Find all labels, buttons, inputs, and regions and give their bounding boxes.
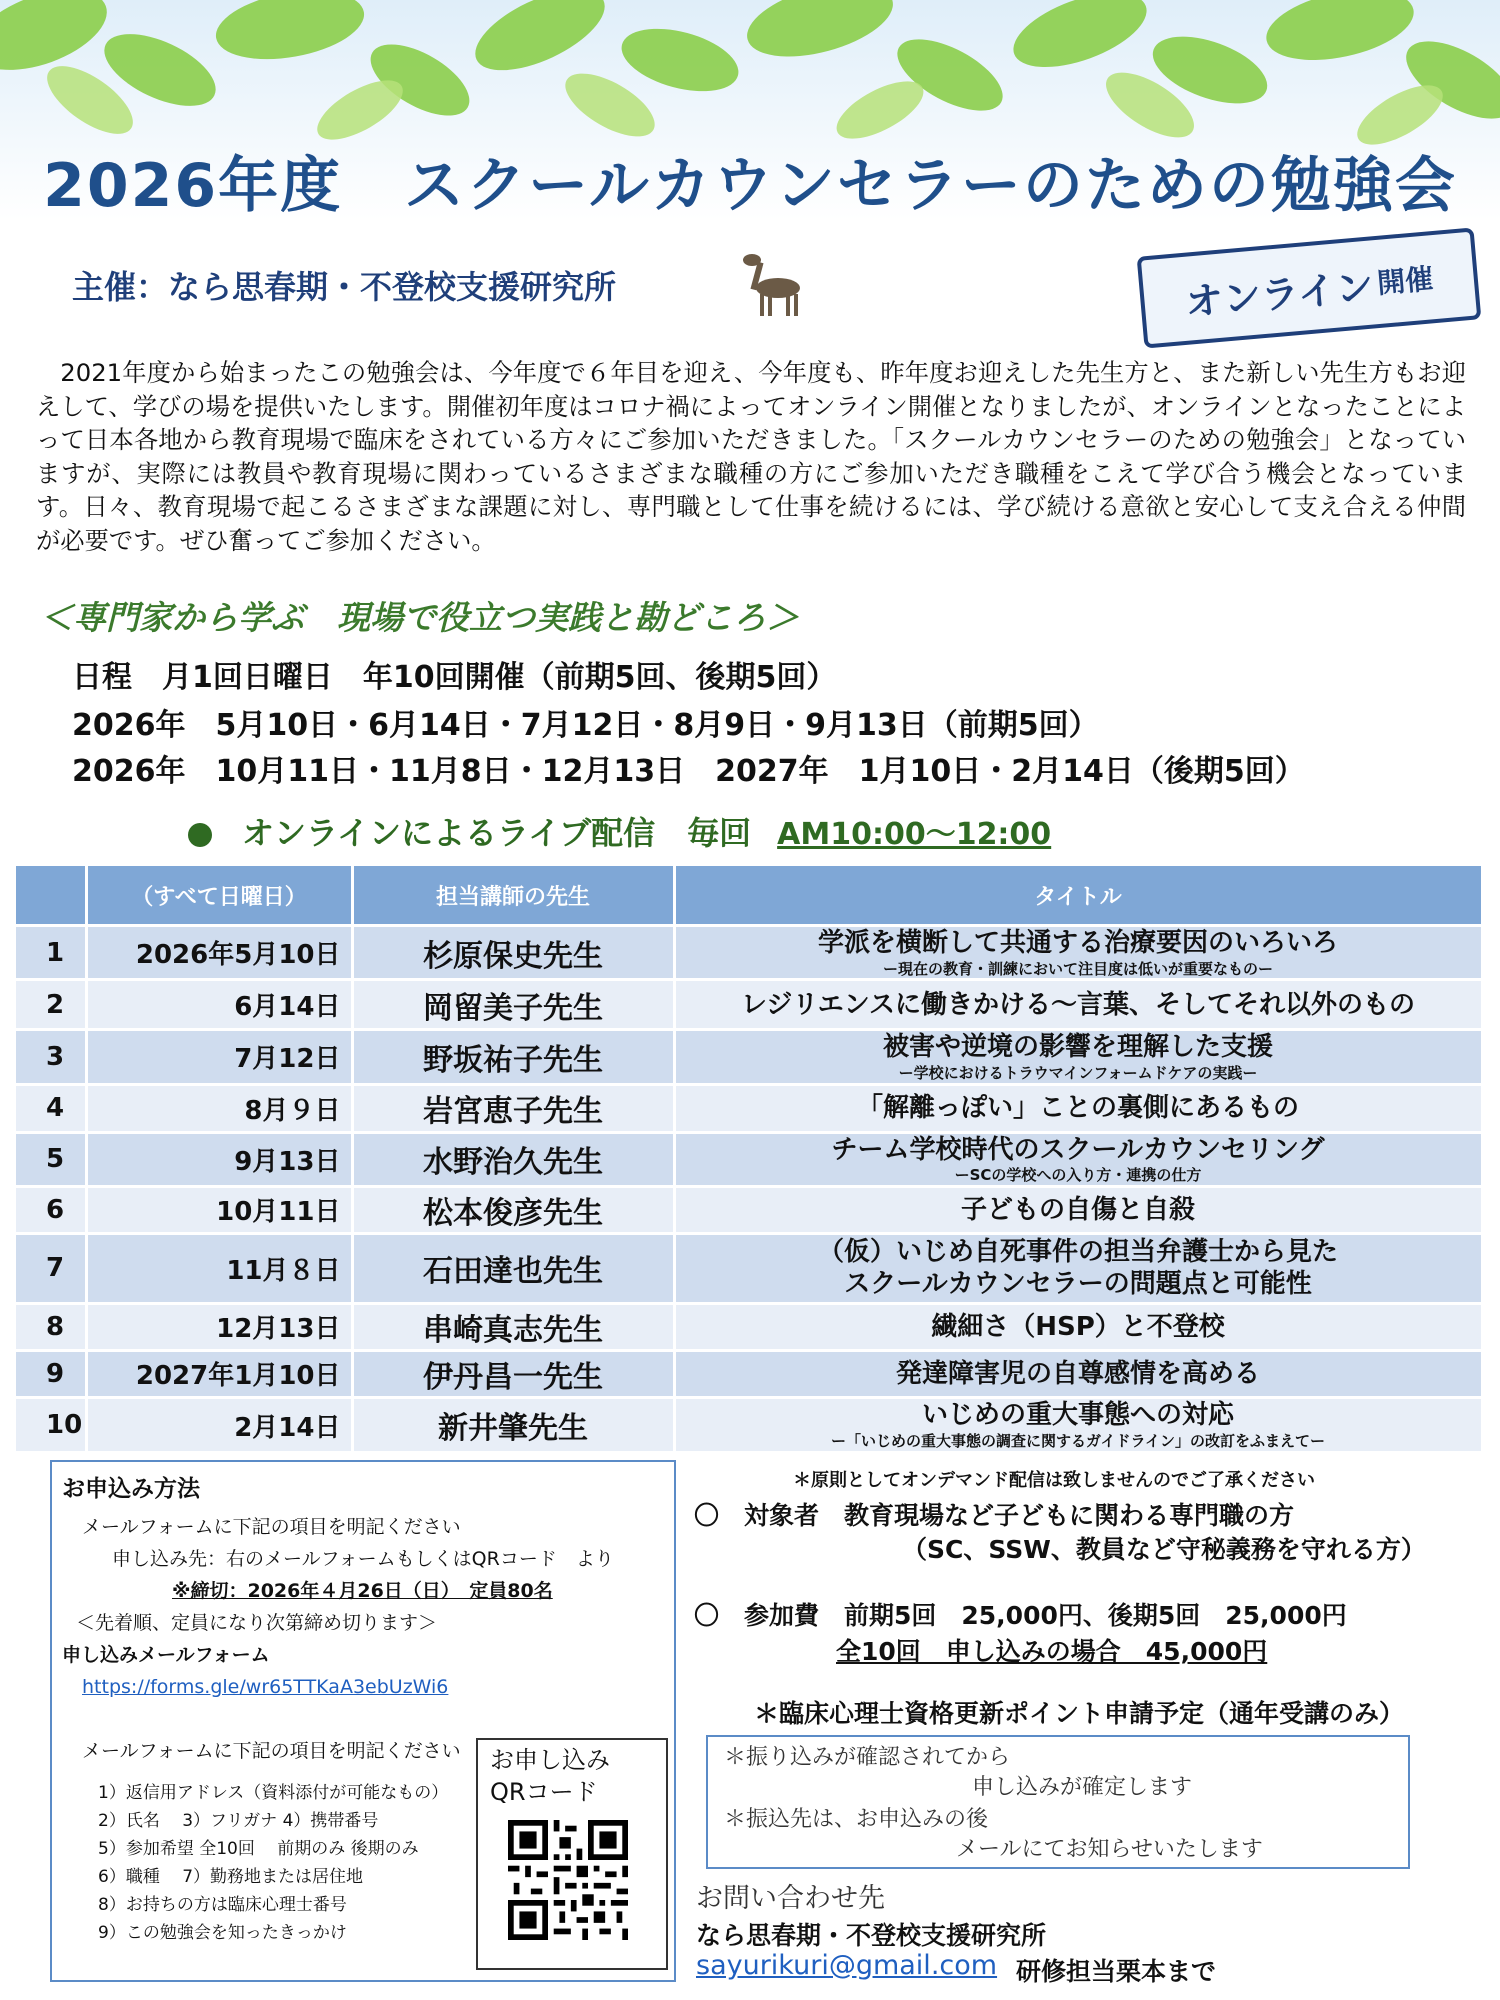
qr-label-line1: お申し込み xyxy=(490,1746,610,1774)
qr-label xyxy=(490,1744,610,1808)
row-num: 7 xyxy=(16,1233,86,1303)
contact-email-link[interactable]: sayurikuri@gmail.com xyxy=(696,1950,998,1981)
row-subtitle: ー「いじめの重大事態の調査に関するガイドライン」の改訂をふまえてー xyxy=(830,1431,1326,1450)
contact-person: 研修担当栗本まで xyxy=(1016,1957,1217,1986)
form-label: 申し込みメールフォーム xyxy=(62,1644,270,1666)
table-row xyxy=(16,1233,1482,1303)
row-num: 8 xyxy=(16,1303,86,1350)
table-header-lecturer: 担当講師の先生 xyxy=(352,866,674,926)
table-row xyxy=(16,1350,1482,1397)
row-date: 12月13日 xyxy=(86,1303,352,1350)
row-title: 発達障害児の自尊感情を高める xyxy=(895,1358,1260,1389)
application-destination: 申し込み先：右のメールフォームもしくはQRコード より xyxy=(112,1548,614,1570)
deer-icon xyxy=(740,244,810,318)
on-demand-note: ＊原則としてオンデマンド配信は致しませんのでご了承ください xyxy=(793,1470,1315,1491)
row-date: 2027年1月10日 xyxy=(86,1350,352,1397)
online-badge xyxy=(1137,227,1482,348)
table-row xyxy=(16,1397,1482,1451)
row-date: 7月12日 xyxy=(86,1030,352,1084)
table-header-num xyxy=(16,866,86,926)
notice-line-1: ＊振り込みが確認されてから xyxy=(724,1745,1011,1770)
row-title: （仮）いじめ自死事件の担当弁護士から見た xyxy=(817,1236,1338,1267)
row-lecturer: 松本俊彦先生 xyxy=(352,1186,674,1233)
qr-label-line2: QRコード xyxy=(490,1778,598,1806)
row-lecturer: 岡留美子先生 xyxy=(352,980,674,1030)
table-row xyxy=(16,1084,1482,1132)
row-title-cell xyxy=(674,1233,1482,1303)
table-header-row xyxy=(16,866,1482,926)
row-title: 繊細さ（HSP）と不登校 xyxy=(931,1311,1225,1342)
contact-organization: なら思春期・不登校支援研究所 xyxy=(696,1921,1047,1950)
row-title-cell xyxy=(674,1397,1482,1451)
full-course-fee: 全10回 申し込みの場合 45,000円 xyxy=(836,1637,1268,1666)
schedule-line-2: 2026年 5月10日・6月14日・7月12日・8月9日・9月13日（前期5回） xyxy=(72,708,1099,743)
table-row xyxy=(16,1303,1482,1350)
row-title: 被害や逆境の影響を理解した支援 xyxy=(882,1032,1273,1063)
row-title-line2: スクールカウンセラーの問題点と可能性 xyxy=(844,1269,1312,1300)
sessions-table xyxy=(16,866,1484,1451)
table-row xyxy=(16,1132,1482,1186)
live-info xyxy=(188,808,1051,854)
row-title-cell xyxy=(674,1350,1482,1397)
row-title: 子どもの自傷と自殺 xyxy=(960,1194,1195,1225)
application-instruction: メールフォームに下記の項目を明記ください xyxy=(82,1516,461,1538)
bullet-icon xyxy=(188,823,212,847)
live-text: オンラインによるライブ配信 毎回 xyxy=(242,814,752,852)
target-audience: 〇 対象者 教育現場など子どもに関わる専門職の方 xyxy=(694,1501,1295,1530)
row-date: 2026年5月10日 xyxy=(86,926,352,980)
row-subtitle: ー現在の教育・訓練において注目度は低いが重要なものー xyxy=(882,959,1273,978)
page-title: 2026年度 スクールカウンセラーのための勉強会 xyxy=(43,151,1457,221)
row-date: 11月８日 xyxy=(86,1233,352,1303)
table-row xyxy=(16,1030,1482,1084)
list-item: 1）返信用アドレス（資料添付が可能なもの） xyxy=(98,1783,449,1803)
items-intro: メールフォームに下記の項目を明記ください xyxy=(82,1740,461,1762)
row-title-cell xyxy=(674,1132,1482,1186)
table-row xyxy=(16,926,1482,980)
notice-line-3: ＊振込先は、お申込みの後 xyxy=(724,1807,989,1832)
table-header-date: （すべて日曜日） xyxy=(86,866,352,926)
online-badge-suffix: 開催 xyxy=(1375,262,1435,300)
list-item: 6）職種 7）勤務地または居住地 xyxy=(98,1867,364,1887)
row-num: 2 xyxy=(16,980,86,1030)
row-lecturer: 新井肇先生 xyxy=(352,1397,674,1451)
row-title-cell xyxy=(674,926,1482,980)
row-date: 2月14日 xyxy=(86,1397,352,1451)
row-lecturer: 野坂祐子先生 xyxy=(352,1030,674,1084)
row-title-cell xyxy=(674,1303,1482,1350)
notice-line-2: 申し込みが確定します xyxy=(972,1775,1193,1800)
row-subtitle: ーSCの学校への入り方・連携の仕方 xyxy=(954,1166,1202,1184)
tagline: ＜専門家から学ぶ 現場で役立つ実践と勘どころ＞ xyxy=(40,598,799,637)
row-date: 8月９日 xyxy=(86,1084,352,1132)
application-deadline: ※締切：2026年４月26日（日） 定員80名 xyxy=(172,1580,553,1602)
points-note: ＊臨床心理士資格更新ポイント申請予定（通年受講のみ） xyxy=(754,1699,1405,1728)
schedule-line-3: 2026年 10月11日・11月8日・12月13日 2027年 1月10日・2月14日（後期5回） xyxy=(72,754,1305,789)
row-title: レジリエンスに働きかける～言葉、そしてそれ以外のもの xyxy=(740,989,1416,1020)
row-lecturer: 伊丹昌一先生 xyxy=(352,1350,674,1397)
row-title: いじめの重大事態への対応 xyxy=(921,1400,1234,1431)
row-title: 学派を横断して共通する治療要因のいろいろ xyxy=(817,928,1338,958)
notice-line-4: メールにてお知らせいたします xyxy=(956,1837,1263,1862)
row-num: 5 xyxy=(16,1132,86,1186)
organizer: 主催：なら思春期・不登校支援研究所 xyxy=(72,268,617,306)
table-row xyxy=(16,980,1482,1030)
row-num: 10 xyxy=(16,1397,86,1451)
list-item: 5）参加希望 全10回 前期のみ 後期のみ xyxy=(98,1839,419,1859)
intro-paragraph: 2021年度から始まったこの勉強会は、今年度で６年目を迎え、今年度も、昨年度お迎えした先生方と、また新しい先生方もお迎えして、学びの場を提供いたします。開催初年度はコロナ禍によってオンライン開催となりましたが、オンラインとなったことによって日本各地から教育現場で臨床をされている方々にご参加いただきました。「スクールカウンセラーのための勉強会」となっていますが、実際には教員や教育現場に関わっているさまざまな職種の方にご参加いただき職種をこえて学び合う機会となっています。日々、教育現場で起こるさまざまな課題に対し、専門職として仕事を続けるには、学び続ける意欲と安心して支え合える仲間が必要です。ぜひ奮ってご参加ください。 xyxy=(36,358,1466,555)
row-num: 3 xyxy=(16,1030,86,1084)
contact-label: お問い合わせ先 xyxy=(696,1883,885,1914)
target-audience-detail: （SC、SSW、教員など守秘義務を守れる方） xyxy=(902,1535,1426,1564)
row-date: 9月13日 xyxy=(86,1132,352,1186)
qr-code-icon[interactable] xyxy=(508,1820,628,1940)
row-title-cell xyxy=(674,1186,1482,1233)
online-badge-label: オンライン xyxy=(1183,263,1376,325)
list-item: 8）お持ちの方は臨床心理士番号 xyxy=(98,1895,347,1915)
row-title-cell xyxy=(674,980,1482,1030)
row-lecturer: 岩宮恵子先生 xyxy=(352,1084,674,1132)
row-num: 6 xyxy=(16,1186,86,1233)
list-item: 2）氏名 3）フリガナ 4）携帯番号 xyxy=(98,1811,379,1831)
row-num: 9 xyxy=(16,1350,86,1397)
row-lecturer: 石田達也先生 xyxy=(352,1233,674,1303)
form-url-link[interactable]: https://forms.gle/wr65TTKaA3ebUzWi6 xyxy=(82,1676,449,1698)
row-title-cell xyxy=(674,1084,1482,1132)
row-lecturer: 杉原保史先生 xyxy=(352,926,674,980)
application-heading: お申込み方法 xyxy=(62,1476,200,1502)
table-header-title: タイトル xyxy=(674,866,1482,926)
list-item: 9）この勉強会を知ったきっかけ xyxy=(98,1923,347,1943)
row-num: 4 xyxy=(16,1084,86,1132)
row-num: 1 xyxy=(16,926,86,980)
live-time: AM10:00～12:00 xyxy=(777,817,1052,852)
application-first-come: ＜先着順、定員になり次第締め切ります＞ xyxy=(76,1612,438,1634)
participation-fee: 〇 参加費 前期5回 25,000円、後期5回 25,000円 xyxy=(694,1601,1347,1630)
row-title: チーム学校時代のスクールカウンセリング xyxy=(831,1134,1325,1165)
row-title-cell xyxy=(674,1030,1482,1084)
row-date: 10月11日 xyxy=(86,1186,352,1233)
row-subtitle: ー学校におけるトラウマインフォームドケアの実践ー xyxy=(898,1063,1258,1082)
row-date: 6月14日 xyxy=(86,980,352,1030)
row-lecturer: 水野治久先生 xyxy=(352,1132,674,1186)
schedule-line-1: 日程 月1回日曜日 年10回開催（前期5回、後期5回） xyxy=(72,660,837,695)
table-row xyxy=(16,1186,1482,1233)
row-lecturer: 串崎真志先生 xyxy=(352,1303,674,1350)
row-title: 「解離っぽい」ことの裏側にあるもの xyxy=(856,1092,1299,1123)
